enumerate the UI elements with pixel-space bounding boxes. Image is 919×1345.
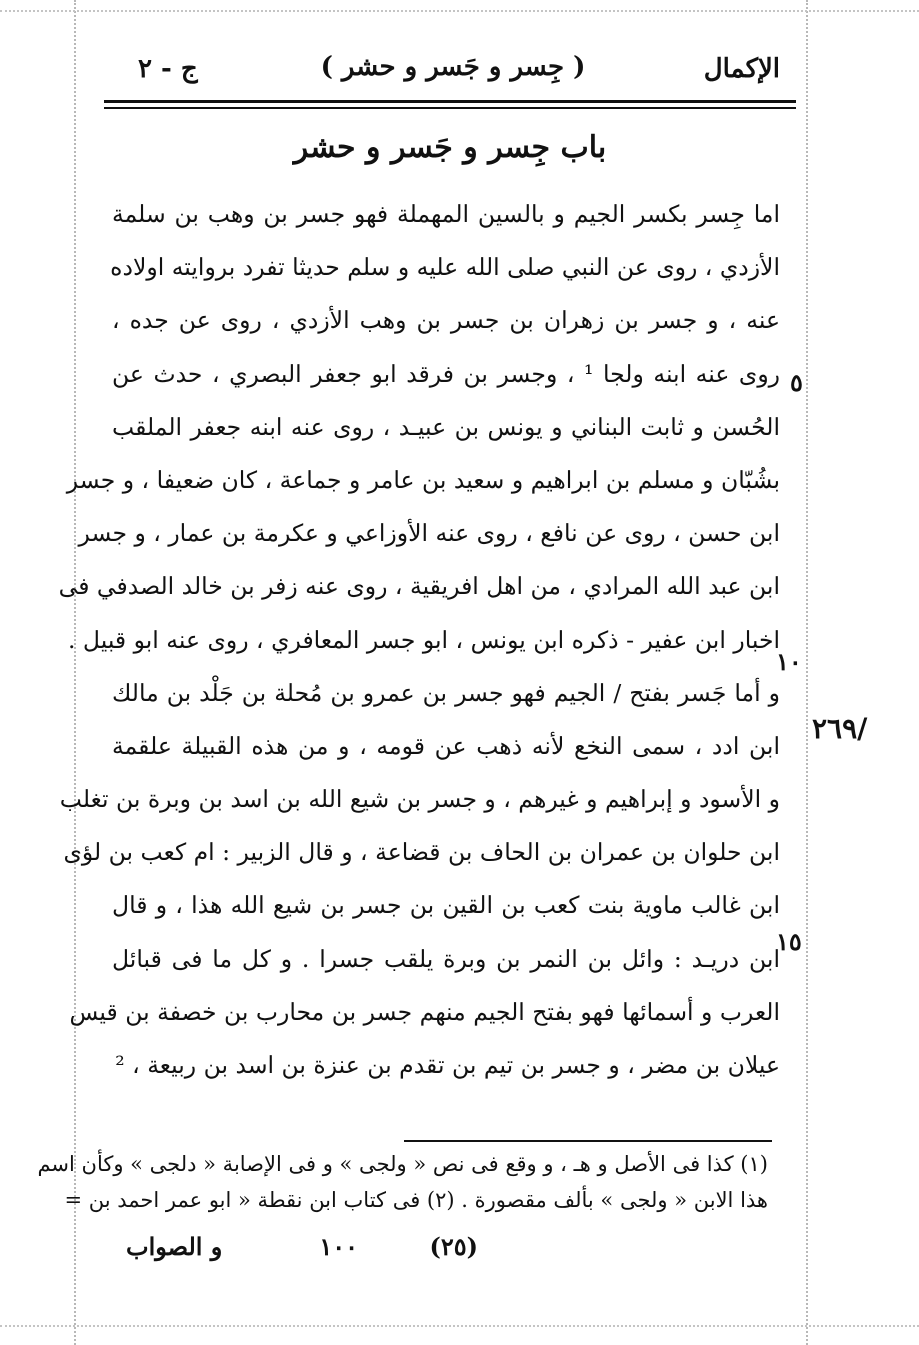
text-line: روى عنه ابنه ولجا ¹ ، وجسر بن فرقد ابو جعفر البصري ، حدث عن	[112, 359, 781, 388]
text-line: ابن عبد الله المرادي ، من اهل افريقية ، روى عنه زفر بن خالد الصدفي فى	[58, 572, 780, 601]
header-section-title: ( جِسر و جَسر و حشر )	[320, 52, 586, 82]
scan-margin-right	[806, 0, 808, 1345]
text-line: ابن حلوان بن عمران بن الحاف بن قضاعة ، و قال الزبير : ام كعب بن لؤى	[63, 838, 780, 867]
scan-margin-top	[0, 10, 919, 12]
text-line: العرب و أسمائها فهو بفتح الجيم منهم جسر بن محارب بن خصفة بن قيس	[69, 997, 780, 1026]
footer-catchword: و الصواب	[126, 1232, 223, 1261]
text-line: و أما جَسر بفتح / الجيم فهو جسر بن عمرو بن مُحلة بن جَلْد بن مالك	[112, 678, 780, 707]
running-header	[108, 48, 798, 92]
header-rule-thin	[104, 107, 796, 109]
header-rule-thick	[104, 100, 796, 103]
footnote-line: هذا الابن « ولجى » بألف مقصورة . (٢) فى كتاب ابن نقطة « ابو عمر احمد بن =	[64, 1188, 768, 1212]
scan-margin-bottom	[0, 1325, 919, 1327]
text-line: ابن ادد ، سمى النخع لأنه ذهب عن قومه ، و من هذه القبيلة علقمة	[112, 731, 780, 760]
text-line: ابن غالب ماوية بنت كعب بن القين بن جسر بن شيع الله هذا ، و قال	[112, 891, 780, 920]
footnote-rule	[404, 1140, 772, 1142]
text-line: ابن حسن ، روى عن نافع ، روى عنه الأوزاعي و عكرمة بن عمار ، و جسر	[78, 519, 780, 548]
footnotes	[37, 1146, 768, 1218]
text-line: الحُسن و ثابت البناني و يونس بن عبيـد ، روى عنه ابنه جعفر الملقب	[112, 412, 780, 441]
chapter-title: باب جِسر و جَسر و حشر	[293, 130, 607, 165]
text-line: اما جِسر بكسر الجيم و بالسين المهملة فهو جسر بن وهب بن سلمة	[112, 200, 780, 228]
page-footer	[108, 1232, 798, 1272]
line-number-15: ١٥	[776, 927, 802, 956]
footer-page-number: ١٠٠	[319, 1232, 358, 1261]
footnote-line: (١) كذا فى الأصل و هـ ، و وقع فى نص « ولجى » و فى الإصابة « دلجى » وكأن اسم	[37, 1152, 768, 1176]
footer-signature-mark: (٢٥)	[429, 1232, 478, 1261]
text-line: الأزدي ، روى عن النبي صلى الله عليه و سلم حديثا تفرد بروايته اولاده	[110, 253, 780, 282]
text-line: عيلان بن مضر ، و جسر بن تيم بن تقدم بن عنزة بن اسد بن ربيعة ، ²	[115, 1051, 780, 1079]
margin-folio-reference: /٢٦٩	[812, 712, 868, 745]
text-line: و الأسود و إبراهيم و غيرهم ، و جسر بن شيع الله بن اسد بن وبرة بن تغلب	[59, 785, 780, 814]
header-book-title: الإكمال	[703, 54, 780, 84]
line-number-10: ١٠	[776, 647, 802, 676]
scan-margin-left	[74, 0, 76, 1345]
header-volume: ج - ٢	[138, 54, 198, 84]
text-line: عنه ، و جسر بن زهران بن جسر بن وهب الأزدي ، روى عن جده ،	[112, 306, 780, 335]
main-text	[58, 188, 781, 1092]
text-line: ابن دريـد : وائل بن النمر بن وبرة يلقب جسرا . و كل ما فى قبائل	[112, 944, 780, 973]
text-line: اخبار ابن عفير - ذكره ابن يونس ، ابو جسر المعافري ، روى عنه ابو قبيل .	[67, 625, 780, 654]
text-line: بشُبّان و مسلم بن ابراهيم و سعيد بن عامر و جماعة ، كان ضعيفا ، و جسر	[66, 465, 780, 494]
line-number-5: ٥	[790, 368, 803, 397]
